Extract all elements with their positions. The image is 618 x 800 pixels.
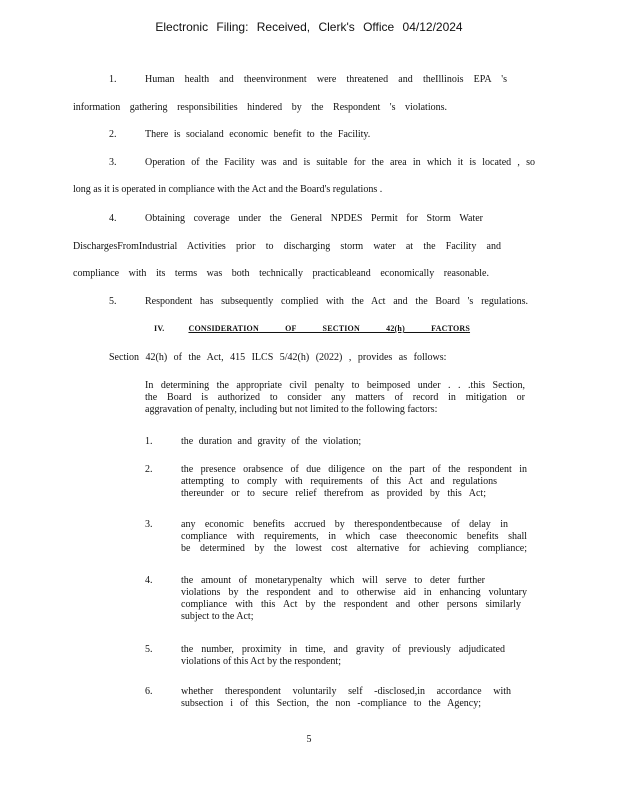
factor-6-number: 6. bbox=[145, 686, 153, 697]
section-heading bbox=[154, 324, 470, 333]
filing-stamp-header: Electronic Filing: Received, Clerk's Office 04/12/2024 bbox=[155, 20, 463, 34]
factor-2-line-1: the presence orabsence of due diligence on the part of the respondent in bbox=[181, 464, 527, 475]
factor-3-block bbox=[181, 519, 527, 555]
page-number: 5 bbox=[306, 734, 312, 745]
factor-4-line-3: compliance with this Act by the respondent and other persons similarly bbox=[181, 599, 521, 610]
factor-3-number: 3. bbox=[145, 519, 153, 530]
finding-5-number: 5. bbox=[109, 296, 117, 307]
finding-3-line-1: Operation of the Facility was and is suitable for the area in which it is located , so bbox=[145, 157, 535, 168]
factor-3-line-3: be determined by the lowest cost alternative for achieving compliance; bbox=[181, 543, 527, 554]
factor-3-line-1: any economic benefits accrued by therespondentbecause of delay in bbox=[181, 519, 508, 530]
finding-1-line-1: Human health and theenvironment were threatened and theIllinois EPA 's bbox=[145, 74, 507, 85]
factor-4-number: 4. bbox=[145, 575, 153, 586]
finding-4-line-2: DischargesFromIndustrial Activities prior to discharging storm water at the Facility and bbox=[73, 241, 501, 252]
finding-3-number: 3. bbox=[109, 157, 117, 168]
section-title: CONSIDERATION OF SECTION 42(h) FACTORS bbox=[188, 324, 471, 333]
quote-intro-line-1: In determining the appropriate civil penalty to beimposed under . . .this Section, bbox=[145, 380, 525, 391]
factor-6-block bbox=[181, 686, 511, 710]
finding-2-number: 2. bbox=[109, 129, 117, 140]
factor-3-line-2: compliance with requirements, in which case theeconomic benefits shall bbox=[181, 531, 527, 542]
quote-intro-line-2: the Board is authorized to consider any matters of record in mitigation or bbox=[145, 392, 525, 403]
factor-4-block bbox=[181, 575, 527, 623]
finding-5-line-1: Respondent has subsequently complied with the Act and the Board 's regulations. bbox=[145, 296, 528, 307]
factor-1-number: 1. bbox=[145, 436, 153, 447]
factor-5-number: 5. bbox=[145, 644, 153, 655]
factor-5-line-1: the number, proximity in time, and gravity of previously adjudicated bbox=[181, 644, 505, 655]
finding-4-number: 4. bbox=[109, 213, 117, 224]
factor-2-number: 2. bbox=[145, 464, 153, 475]
factor-5-block bbox=[181, 644, 505, 668]
finding-3-line-2: long as it is operated in compliance with the Act and the Board's regulations . bbox=[73, 184, 383, 195]
finding-4-line-3: compliance with its terms was both technically practicableand economically reasonable. bbox=[73, 268, 489, 279]
finding-1-number: 1. bbox=[109, 74, 117, 85]
quote-intro-block bbox=[145, 380, 525, 416]
finding-1-line-2: information gathering responsibilities hindered by the Respondent 's violations. bbox=[73, 102, 447, 113]
section-numeral: IV. bbox=[154, 324, 165, 333]
factor-6-line-2: subsection i of this Section, the non -compliance to the Agency; bbox=[181, 698, 481, 709]
factor-1-line-1: the duration and gravity of the violation; bbox=[181, 436, 362, 447]
factor-4-line-2: violations by the respondent and to otherwise aid in enhancing voluntary bbox=[181, 587, 527, 598]
factor-2-block bbox=[181, 464, 527, 500]
factor-4-line-1: the amount of monetarypenalty which will serve to deter further bbox=[181, 575, 485, 586]
section-intro: Section 42(h) of the Act, 415 ILCS 5/42(h) (2022) , provides as follows: bbox=[109, 352, 447, 363]
quote-intro-line-3: aggravation of penalty, including but not limited to the following factors: bbox=[145, 404, 438, 415]
factor-2-line-2: attempting to comply with requirements of this Act and regulations bbox=[181, 476, 497, 487]
finding-2-line-1: There is socialand economic benefit to the Facility. bbox=[145, 129, 371, 140]
factor-4-line-4: subject to the Act; bbox=[181, 611, 254, 622]
factor-5-line-2: violations of this Act by the respondent; bbox=[181, 656, 341, 667]
factor-6-line-1: whether therespondent voluntarily self -disclosed,in accordance with bbox=[181, 686, 511, 697]
finding-4-line-1: Obtaining coverage under the General NPDES Permit for Storm Water bbox=[145, 213, 483, 224]
factor-2-line-3: thereunder or to secure relief therefrom as provided by this Act; bbox=[181, 488, 486, 499]
